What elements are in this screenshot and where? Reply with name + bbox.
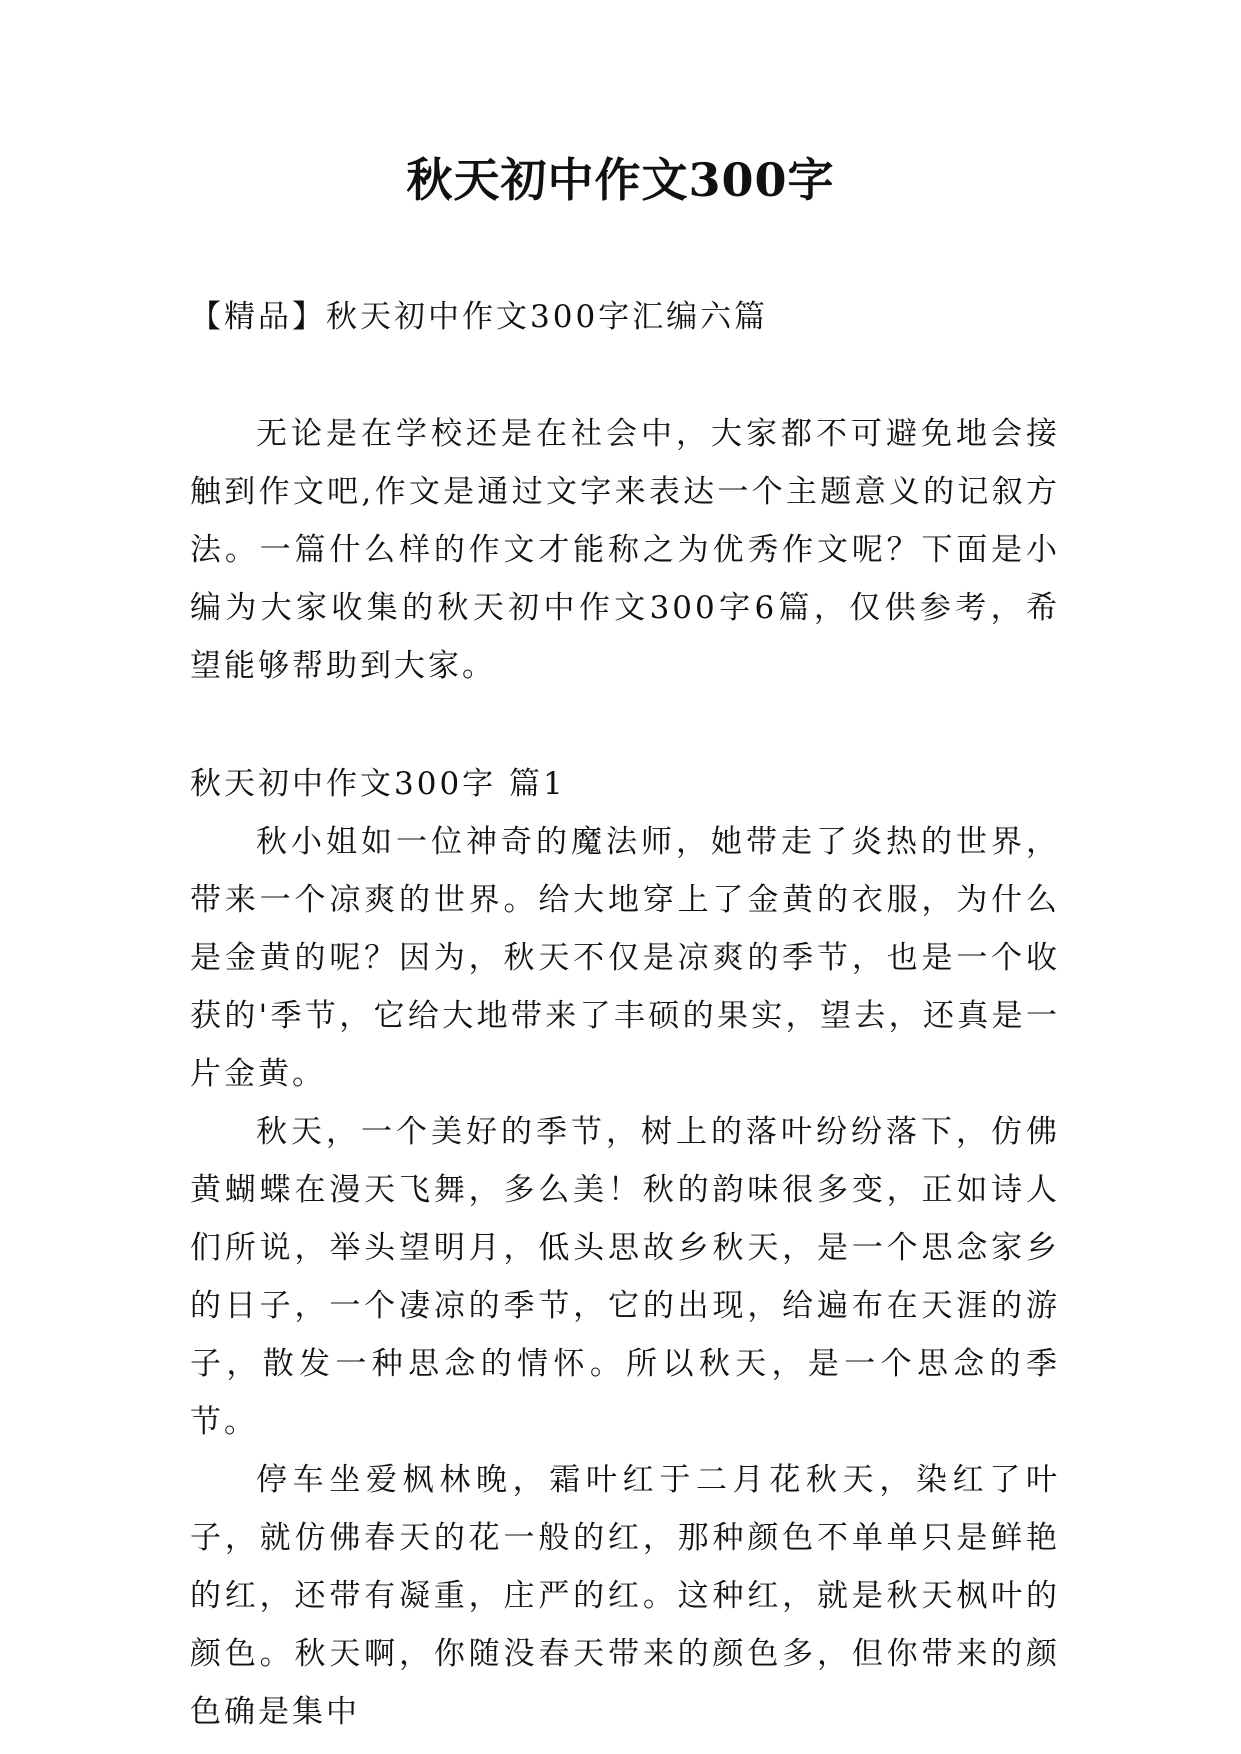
section-paragraph-1: 秋小姐如一位神奇的魔法师，她带走了炎热的世界，带来一个凉爽的世界。给大地穿上了金黄的衣服，为什么是金黄的呢？因为，秋天不仅是凉爽的季节，也是一个收获的'季节，它给大地带来了丰硕的果实，望去，还真是一片金黄。 — [190, 824, 1060, 1092]
section-paragraph-2: 秋天，一个美好的季节，树上的落叶纷纷落下，仿佛黄蝴蝶在漫天飞舞，多么美！秋的韵味很多变，正如诗人们所说，举头望明月，低头思故乡秋天，是一个思念家乡的日子，一个凄凉的季节，它的出现，给遍布在天涯的游子，散发一种思念的情怀。所以秋天，是一个思念的季节。 — [190, 1114, 1060, 1440]
section-paragraph-3: 停车坐爱枫林晚，霜叶红于二月花秋天，染红了叶子，就仿佛春天的花一般的红，那种颜色不单单只是鲜艳的红，还带有凝重，庄严的红。这种红，就是秋天枫叶的颜色。秋天啊，你随没春天带来的颜色多，但你带来的颜色确是集中 — [190, 1462, 1060, 1730]
intro-paragraph: 无论是在学校还是在社会中，大家都不可避免地会接触到作文吧,作文是通过文字来表达一个主题意义的记叙方法。一篇什么样的作文才能称之为优秀作文呢？下面是小编为大家收集的秋天初中作文300字6篇，仅供参考，希望能够帮助到大家。 — [190, 416, 1060, 684]
document-subtitle: 【精品】秋天初中作文300字汇编六篇 — [190, 299, 769, 335]
section-1 — [190, 755, 1060, 1741]
intro-block — [190, 405, 1060, 695]
section-heading: 秋天初中作文300字 篇1 — [190, 766, 566, 802]
document-title: 秋天初中作文300字 — [406, 153, 835, 207]
